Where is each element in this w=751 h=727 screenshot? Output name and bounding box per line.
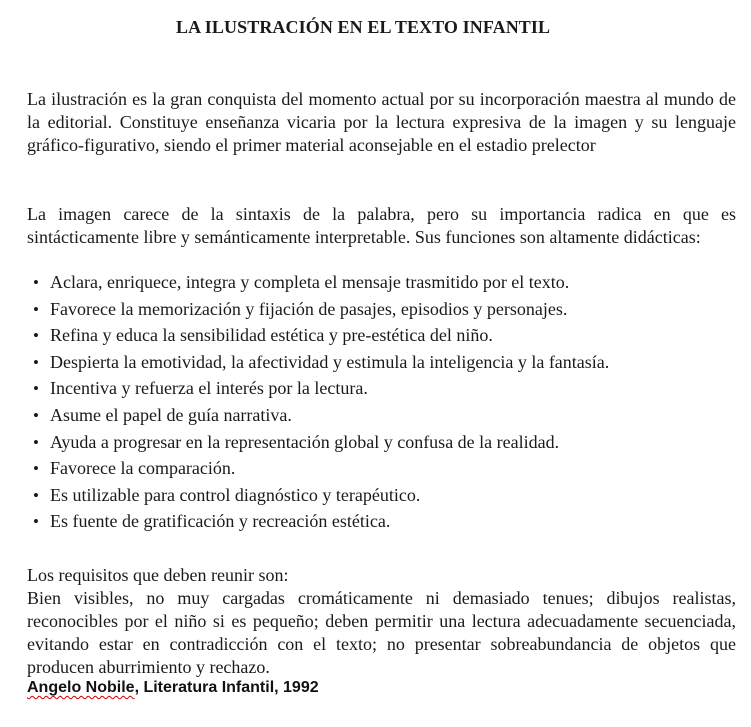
citation-source: , Literatura Infantil, 1992: [134, 679, 319, 696]
bullet-text: Ayuda a progresar en la representación global y confusa de la realidad.: [50, 431, 560, 452]
bullet-icon: •: [33, 379, 39, 399]
bullet-text: Es utilizable para control diagnóstico y terapéutico.: [50, 484, 421, 505]
bullet-icon: •: [33, 405, 39, 425]
paragraph-image-functions: La imagen carece de la sintaxis de la palabra, pero su importancia radica en que es sintácticamente libre y semánticamente interpretable. Sus funciones son altamente didácticas:: [27, 204, 736, 247]
requirements-paragraph: Bien visibles, no muy cargadas cromáticamente ni demasiado tenues; dibujos realistas, reconocibles por el niño si es pequeño; deben permitir una lectura adecuadamente secuenciada, evitando estar en contradicción con el texto; no presentar sobreabundancia de objetos que producen aburrimiento y rechazo.: [27, 588, 736, 677]
bullet-item: [27, 431, 609, 458]
bullet-item: [27, 351, 609, 378]
requirements-intro: Los requisitos que deben reunir son:: [27, 565, 289, 585]
bullet-text: Incentiva y refuerza el interés por la lectura.: [50, 378, 368, 399]
citation-author: Angelo Nobile: [27, 679, 135, 696]
bullet-item: [27, 457, 609, 484]
bullet-text: Favorece la comparación.: [50, 458, 236, 479]
bullet-text: Refina y educa la sensibilidad estética y pre-estética del niño.: [50, 325, 493, 346]
functions-bullet-list: [27, 271, 609, 537]
bullet-item: [27, 298, 609, 325]
bullet-text: Despierta la emotividad, la afectividad y estimula la inteligencia y la fantasía.: [50, 351, 610, 372]
bullet-item: [27, 271, 609, 298]
bullet-icon: •: [33, 485, 39, 505]
bullet-icon: •: [33, 273, 39, 292]
bullet-item: [27, 377, 609, 404]
bullet-icon: •: [33, 459, 39, 479]
bullet-item: [27, 484, 609, 511]
bullet-item: [27, 510, 609, 537]
bullet-icon: •: [33, 512, 39, 532]
bullet-text: Aclara, enriquece, integra y completa el mensaje trasmitido por el texto.: [50, 272, 570, 292]
bullet-item: [27, 324, 609, 351]
bullet-icon: •: [33, 352, 39, 372]
bullet-icon: •: [33, 299, 39, 319]
paragraph-intro: La ilustración es la gran conquista del momento actual por su incorporación maestra al mundo de la editorial. Constituye enseñanza vicaria por la lectura expresiva de la imagen y su lenguaje gráfico-figurativo, siendo el primer material aconsejable en el estadio prelector: [27, 89, 736, 155]
citation: [27, 679, 319, 697]
bullet-icon: •: [33, 326, 39, 346]
bullet-text: Asume el papel de guía narrativa.: [50, 404, 292, 425]
bullet-text: Es fuente de gratificación y recreación estética.: [50, 511, 391, 532]
bullet-icon: •: [33, 432, 39, 452]
bullet-item: [27, 404, 609, 431]
bullet-text: Favorece la memorización y fijación de pasajes, episodios y personajes.: [50, 298, 568, 319]
document-title: LA ILUSTRACIÓN EN EL TEXTO INFANTIL: [176, 17, 551, 37]
